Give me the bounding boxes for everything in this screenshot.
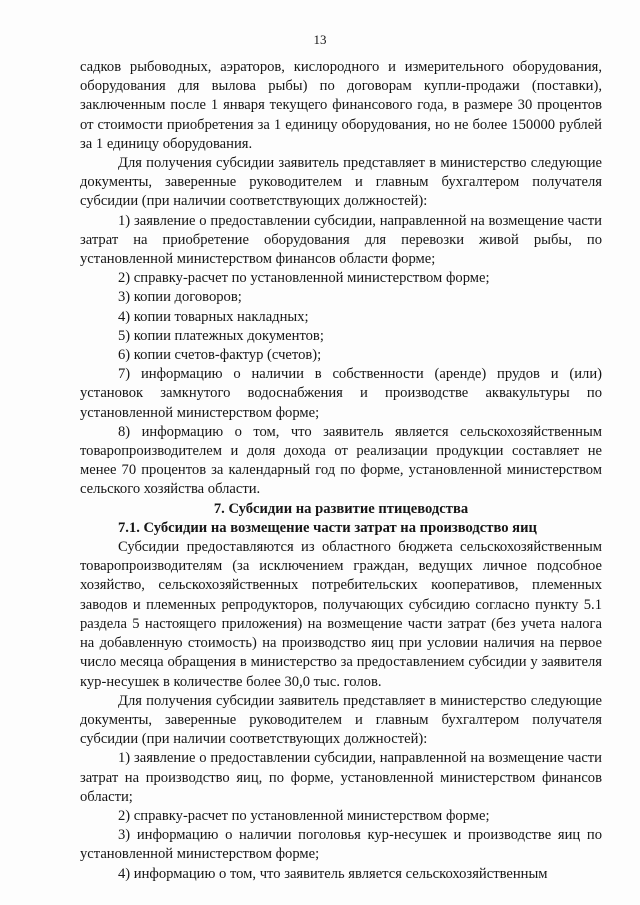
list-item-hens-info: 3) информацию о наличии поголовья кур-несушек и производстве яиц по установленной министерством форме; <box>80 827 602 863</box>
list-item-application-2: 1) заявление о предоставлении субсидии, направленной на возмещение части затрат на производство яиц, по форме, установленной министерством финансов области; <box>80 750 602 805</box>
page-content <box>80 58 602 884</box>
list-item-tax-invoices: 6) копии счетов-фактур (счетов); <box>118 347 322 364</box>
paragraph-documents-intro-2: Для получения субсидии заявитель представляет в министерство следующие документы, заверенные руководителем и главным бухгалтером получателя субсидии (при наличии соответствующих должностей): <box>80 692 602 748</box>
paragraph-documents-intro: Для получения субсидии заявитель представляет в министерство следующие документы, заверенные руководителем и главным бухгалтером получателя субсидии (при наличии соответствующих должностей): <box>80 155 602 210</box>
list-item-calculation-2: 2) справку-расчет по установленной министерством форме; <box>118 807 490 824</box>
subsection-title: 7.1. Субсидии на возмещение части затрат на производство яиц <box>118 519 537 536</box>
section-title: 7. Субсидии на развитие птицеводства <box>213 500 469 517</box>
list-item-invoices: 4) копии товарных накладных; <box>118 308 309 325</box>
list-item-ponds-info: 7) информацию о наличии в собственности (аренде) прудов и (или) установок замкнутого водоснабжения и производстве аквакультуры по установленной министерством форме; <box>80 366 602 421</box>
list-item-application: 1) заявление о предоставлении субсидии, направленной на возмещение части затрат на приобретение оборудования для перевозки живой рыбы, по установленной министерством финансов области форме; <box>80 212 602 268</box>
list-item-payments: 5) копии платежных документов; <box>118 327 324 344</box>
list-item-calculation: 2) справку-расчет по установленной министерством форме; <box>118 270 490 287</box>
list-item-contracts: 3) копии договоров; <box>118 289 242 306</box>
paragraph-continued: садков рыбоводных, аэраторов, кислородного и измерительного оборудования, оборудования для вылова рыбы) по договорам купли-продажи (поставки), заключенным после 1 января текущего финансового года, в размере 30 процентов от стоимости приобретения за 1 единицу оборудования, но не более 150000 рублей за 1 единицу оборудования. <box>80 59 602 152</box>
page-number: 13 <box>313 32 327 47</box>
paragraph-subsidy-conditions: Субсидии предоставляются из областного бюджета сельскохозяйственным товаропроизводителям (за исключением граждан, ведущих личное подсобное хозяйство, сельскохозяйственных потребительских кооперативов, племенных заводов и племенных репродукторов, получающих субсидию согласно пункту 5.1 раздела 5 настоящего приложения) на возмещение части затрат (без учета налога на добавленную стоимость) на производство яиц при условии наличия на первое число месяца обращения в министерство за предоставлением субсидии у заявителя кур-несушек в количестве более 30,0 тыс. голов. <box>80 539 602 690</box>
list-item-producer-info-2: 4) информацию о том, что заявитель является сельскохозяйственным <box>118 865 548 882</box>
list-item-producer-info: 8) информацию о том, что заявитель является сельскохозяйственным товаропроизводителем и доля дохода от реализации продукции составляет не менее 70 процентов за календарный год по форме, установленной министерством сельского хозяйства области. <box>80 423 602 498</box>
